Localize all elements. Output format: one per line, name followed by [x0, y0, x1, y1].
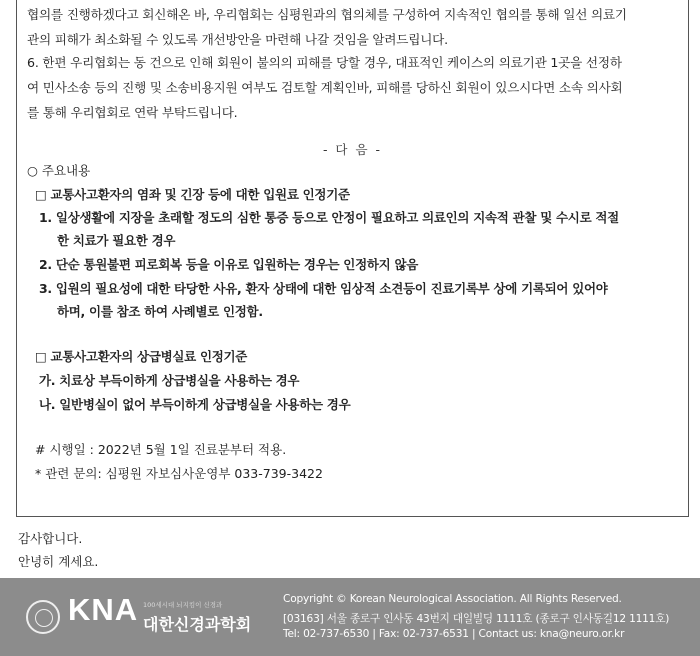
item-3-line-2: 하며, 이를 참조 하여 사례별로 인정함. [57, 304, 263, 319]
closing-goodbye: 안녕히 계세요. [18, 554, 99, 569]
association-seal-icon [26, 600, 60, 634]
paragraph-6-line-1: 6. 한편 우리협회는 동 건으로 인해 회원이 불의의 피해를 당할 경우, 대표적인 케이스의 의료기관 1곳을 선정하 [27, 55, 622, 70]
paragraph-6-line-2: 여 민사소송 등의 진행 및 소송비용지원 여부도 검토할 계획인바, 피해를 당하신 회원이 있으시다면 소속 의사회 [27, 80, 623, 95]
paragraph-5-line-1: 협의를 진행하겠다고 회신해온 바, 우리협회는 심평원과의 협의체를 구성하여 지속적인 협의를 통해 일선 의료기 [27, 7, 627, 22]
item-2: 2. 단순 통원불편 피로회복 등을 이유로 입원하는 경우는 인정하지 않음 [39, 257, 419, 272]
footer [0, 578, 700, 656]
item-1-line-2: 한 치료가 필요한 경우 [57, 233, 176, 248]
paragraph-5-line-2: 관의 피해가 최소화될 수 있도록 개선방안을 마련해 나갈 것임을 알려드립니다. [27, 32, 448, 47]
paragraph-6 [27, 50, 679, 125]
footer-copyright: Copyright © Korean Neurological Association. All Rights Reserved. [283, 593, 622, 605]
inquiry-contact: * 관련 문의: 심평원 자보심사운영부 033-739-3422 [35, 466, 323, 481]
footer-address: [03163] 서울 종로구 인사동 43번지 대일빌딩 1111호 (종로구 인사동길12 1111호) [283, 613, 670, 625]
section-2-title: □ 교통사고환자의 상급병실료 인정기준 [35, 349, 248, 364]
paragraph-6-line-3: 를 통해 우리협회로 연락 부탁드립니다. [27, 105, 238, 120]
section-1-title: □ 교통사고환자의 염좌 및 긴장 등에 대한 입원료 인정기준 [35, 187, 350, 202]
item-1-line-1: 1. 일상생활에 지장을 초래할 정도의 심한 통증 등으로 안정이 필요하고 의료인의 지속적 관찰 및 수시로 적절 [39, 210, 619, 225]
item-3-line-1: 3. 입원의 필요성에 대한 타당한 사유, 환자 상태에 대한 임상적 소견등이 진료기록부 상에 기록되어 있어야 [39, 281, 608, 296]
closing-thanks: 감사합니다. [18, 531, 83, 546]
paragraph-5 [27, 2, 679, 52]
logo-tagline: 100세시대 뇌지킴이 신경과 [143, 601, 223, 609]
kna-logo[interactable]: KNA [68, 592, 139, 627]
following-heading: - 다 음 - [322, 142, 383, 157]
main-contents-label: ○ 주요내용 [27, 163, 91, 178]
footer-contact[interactable]: Tel: 02-737-6530 | Fax: 02-737-6531 | Contact us: kna@neuro.or.kr [283, 628, 625, 640]
item-b: 나. 일반병실이 없어 부득이하게 상급병실을 사용하는 경우 [39, 397, 351, 412]
notice-document-box [16, 0, 689, 517]
association-name: 대한신경과학회 [143, 615, 252, 634]
effective-date: # 시행일 : 2022년 5월 1일 진료분부터 적용. [35, 442, 287, 457]
item-a: 가. 치료상 부득이하게 상급병실을 사용하는 경우 [39, 373, 300, 388]
